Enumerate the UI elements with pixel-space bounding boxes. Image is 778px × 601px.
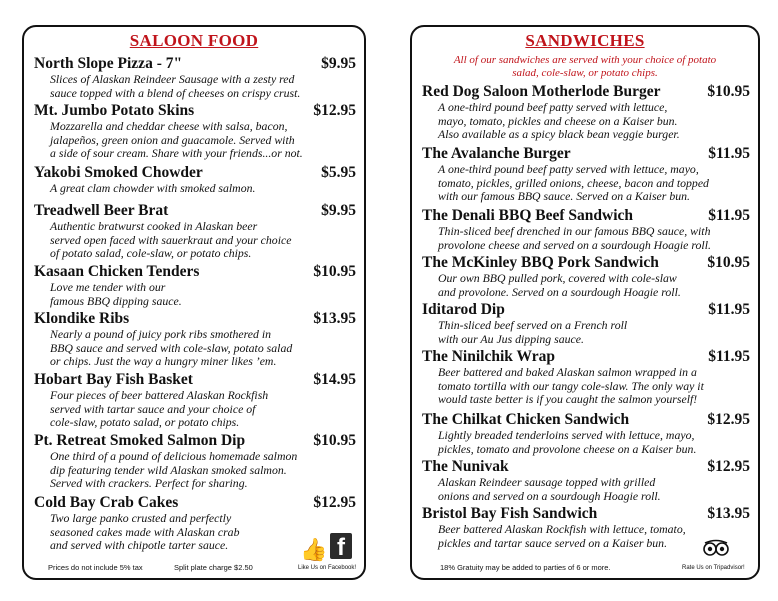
- description-line: One third of a pound of delicious homemade salmon: [50, 449, 298, 463]
- description-line: provolone cheese and served on a sourdough Hoagie roll.: [438, 237, 711, 252]
- item-name: The McKinley BBQ Pork Sandwich: [422, 254, 659, 271]
- description-line: Two large panko crusted and perfectly: [50, 511, 232, 525]
- item-description: [50, 281, 338, 308]
- description-line: Thin-sliced beef served on a French roll: [438, 318, 628, 332]
- description-line: and served with chipotle tarter sauce.: [50, 538, 229, 553]
- sandwiches-panel: [410, 25, 760, 580]
- item-price: $11.95: [708, 301, 750, 318]
- description-line: sauce topped with a blend of cheeses on crispy crust.: [50, 85, 301, 100]
- item-name: The Ninilchik Wrap: [422, 348, 555, 365]
- thumbs-up-icon: 👍: [300, 537, 328, 562]
- item-description: [438, 225, 732, 252]
- item-description: [438, 523, 732, 550]
- item-price: $10.95: [707, 83, 750, 100]
- facebook-icon[interactable]: f: [330, 533, 352, 559]
- item-price: $12.95: [707, 458, 750, 475]
- item-price: $12.95: [313, 102, 356, 119]
- item-name: The Nunivak: [422, 458, 509, 475]
- item-price: $10.95: [313, 263, 356, 280]
- item-name: Kasaan Chicken Tenders: [34, 263, 200, 280]
- item-name: The Avalanche Burger: [422, 145, 571, 162]
- description-line: Authentic bratwurst cooked in Alaskan beer: [50, 219, 258, 233]
- description-line: Beer battered Alaskan Rockfish with lettuce, tomato,: [438, 522, 686, 536]
- description-line: tomato, pickles, grilled onions, cheese, bacon and topped: [438, 175, 709, 190]
- tax-note: Prices do not include 5% tax: [48, 563, 143, 572]
- menu-item: [422, 347, 750, 407]
- menu-item: [34, 101, 356, 161]
- description-line: Mozzarella and cheddar cheese with salsa, bacon,: [50, 119, 288, 133]
- description-line: Nearly a pound of juicy pork ribs smothered in: [50, 327, 272, 341]
- menu-item: [34, 262, 356, 308]
- tripadvisor-owl-icon[interactable]: [702, 539, 730, 557]
- description-line: Also available as a spicy black bean veggie burger.: [438, 127, 680, 142]
- item-name: Treadwell Beer Brat: [34, 202, 169, 219]
- item-price: $9.95: [321, 55, 356, 72]
- item-name: Klondike Ribs: [34, 310, 130, 327]
- menu-item: [34, 163, 356, 196]
- sandwiches-intro: All of our sandwiches are served with your choice of potato salad, cole-slaw, or potato chips.: [453, 54, 717, 79]
- item-description: [438, 101, 732, 142]
- description-line: dip featuring tender wild Alaskan smoked salmon.: [50, 462, 287, 477]
- like-us-facebook[interactable]: Like Us on Facebook!: [298, 565, 357, 571]
- item-price: $12.95: [707, 411, 750, 428]
- item-price: $5.95: [321, 164, 356, 181]
- item-price: $11.95: [708, 207, 750, 224]
- item-name: Bristol Bay Fish Sandwich: [422, 505, 598, 522]
- description-line: or chips. Just the way a hungry miner likes ’em.: [50, 354, 277, 369]
- item-description: [438, 319, 732, 346]
- description-line: a side of sour cream. Share with your friends...or not.: [50, 146, 303, 161]
- menu-item: [422, 144, 750, 204]
- item-description: [50, 389, 338, 430]
- menu-item: [422, 253, 750, 299]
- item-description: [438, 272, 732, 299]
- item-description: [438, 163, 732, 204]
- menu-item: [422, 82, 750, 142]
- item-description: [438, 429, 732, 456]
- item-price: $14.95: [313, 371, 356, 388]
- saloon-food-panel: [22, 25, 366, 580]
- item-description: [50, 182, 338, 196]
- item-price: $13.95: [707, 505, 750, 522]
- menu-item: [422, 206, 750, 252]
- item-name: Hobart Bay Fish Basket: [34, 371, 193, 388]
- item-description: [438, 476, 732, 503]
- item-price: $11.95: [708, 348, 750, 365]
- description-line: with our Au Jus dipping sauce.: [438, 331, 584, 346]
- item-price: $13.95: [313, 310, 356, 327]
- item-price: $12.95: [313, 494, 356, 511]
- item-price: $11.95: [708, 145, 750, 162]
- description-line: and provolone. Served on a sourdough Hoagie roll.: [438, 284, 681, 299]
- item-description: [50, 73, 338, 100]
- description-line: Our own BBQ pulled pork, covered with cole-slaw: [438, 271, 677, 285]
- description-line: pickles, tomato and provolone cheese on a Kaiser bun.: [438, 441, 697, 456]
- description-line: with our famous BBQ sauce. Served on a Kaiser bun.: [438, 189, 690, 204]
- item-description: [50, 220, 338, 261]
- description-line: Slices of Alaskan Reindeer Sausage with a zesty red: [50, 72, 295, 86]
- description-line: Beer battered and baked Alaskan salmon wrapped in a: [438, 365, 697, 379]
- item-name: Iditarod Dip: [422, 301, 505, 318]
- description-line: Love me tender with our: [50, 280, 166, 294]
- description-line: mayo, tomato, pickles and cheese on a Kaiser bun.: [438, 113, 678, 128]
- description-line: Served with crackers. Perfect for sharing.: [50, 476, 248, 491]
- rate-us-tripadvisor[interactable]: Rate Us on Tripadvisor!: [682, 565, 745, 571]
- item-name: Red Dog Saloon Motherlode Burger: [422, 83, 661, 100]
- description-line: onions and served on a sourdough Hoagie roll.: [438, 488, 661, 503]
- description-line: Lightly breaded tenderloins served with lettuce, mayo,: [438, 428, 695, 442]
- item-description: [50, 120, 338, 161]
- description-line: A one-third pound beef patty served with lettuce,: [438, 100, 668, 114]
- description-line: seasoned cakes made with Alaskan crab: [50, 524, 240, 539]
- description-line: pickles and tartar sauce served on a Kaiser bun.: [438, 535, 668, 550]
- item-price: $10.95: [313, 432, 356, 449]
- item-name: Cold Bay Crab Cakes: [34, 494, 179, 511]
- description-line: famous BBQ dipping sauce.: [50, 293, 182, 308]
- description-line: A one-third pound beef patty served with lettuce, mayo,: [438, 162, 699, 176]
- description-line: jalapeños, green onion and guacamole. Served with: [50, 132, 295, 147]
- split-plate-note: Split plate charge $2.50: [174, 563, 253, 572]
- gratuity-note: 18% Gratuity may be added to parties of 6 or more.: [440, 563, 611, 572]
- item-price: $10.95: [707, 254, 750, 271]
- description-line: served with tartar sauce and your choice of: [50, 401, 256, 416]
- menu-item: [422, 410, 750, 456]
- item-name: The Denali BBQ Beef Sandwich: [422, 207, 633, 224]
- item-description: [50, 328, 338, 369]
- item-description: [438, 366, 732, 407]
- description-line: tomato tortilla with our tangy cole-slaw. The only way it: [438, 378, 704, 393]
- menu-item: [422, 300, 750, 346]
- item-description: [50, 512, 338, 553]
- item-name: Mt. Jumbo Potato Skins: [34, 102, 195, 119]
- menu-item: [34, 370, 356, 430]
- description-line: BBQ sauce and served with cole-slaw, potato salad: [50, 340, 293, 355]
- menu-item: [34, 431, 356, 491]
- sandwiches-heading: SANDWICHES: [525, 31, 645, 50]
- item-price: $9.95: [321, 202, 356, 219]
- item-description: [50, 450, 338, 491]
- menu-item: [34, 54, 356, 100]
- description-line: Thin-sliced beef drenched in our famous BBQ sauce, with: [438, 224, 711, 238]
- menu-item: [422, 457, 750, 503]
- menu-item: [34, 309, 356, 369]
- item-name: The Chilkat Chicken Sandwich: [422, 411, 630, 428]
- description-line: served open faced with sauerkraut and your choice: [50, 232, 292, 247]
- item-name: Pt. Retreat Smoked Salmon Dip: [34, 432, 246, 449]
- description-line: cole-slaw, potato salad, or potato chips.: [50, 415, 240, 430]
- menu-item: [422, 504, 750, 550]
- saloon-food-heading: SALOON FOOD: [129, 31, 259, 50]
- description-line: A great clam chowder with smoked salmon.: [50, 181, 256, 195]
- description-line: Alaskan Reindeer sausage topped with grilled: [438, 475, 656, 489]
- item-name: North Slope Pizza - 7": [34, 55, 183, 72]
- description-line: Four pieces of beer battered Alaskan Rockfish: [50, 388, 269, 402]
- menu-item: [34, 201, 356, 261]
- item-name: Yakobi Smoked Chowder: [34, 164, 203, 181]
- description-line: of potato salad, cole-slaw, or potato chips.: [50, 246, 252, 261]
- description-line: would taste better is if you caught the salmon yourself!: [438, 392, 698, 407]
